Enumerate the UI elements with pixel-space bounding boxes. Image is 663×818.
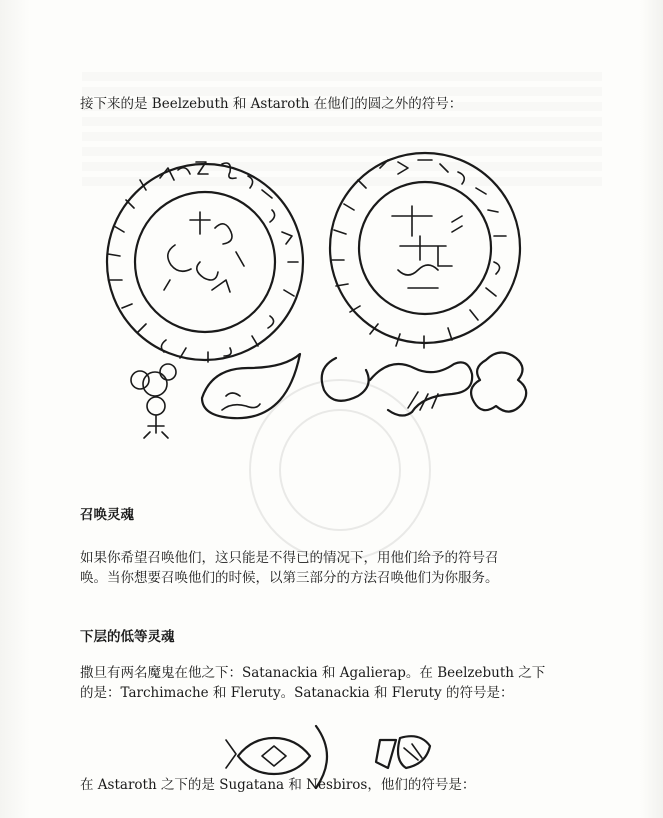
beelzebuth-seal: [107, 162, 303, 362]
astaroth-seal: [330, 153, 520, 348]
section-lower-title: 下层的低等灵魂: [80, 629, 175, 645]
figure-sigils: [131, 352, 526, 438]
section-lower-line-2: 的是：Tarchimache 和 Fleruty。Satanackia 和 Fleruty 的符号是：: [80, 685, 514, 701]
section-summon-line-1: 如果你希望召唤他们，这只能是不得已的情况下，用他们给予的符号召: [80, 550, 499, 566]
section-summon-title: 召唤灵魂: [80, 507, 134, 523]
section-summon-line-2: 唤。当你想要召唤他们的时候，以第三部分的方法召唤他们为你服务。: [80, 570, 499, 586]
intro-line: 接下来的是 Beelzebuth 和 Astaroth 在他们的圆之外的符号：: [80, 96, 463, 112]
final-line: 在 Astaroth 之下的是 Sugatana 和 Nesbiros，他们的符号是：: [80, 777, 476, 793]
section-lower-line-1: 撒旦有两名魔鬼在他之下：Satanackia 和 Agalierap。在 Beelzebuth 之下: [80, 665, 546, 681]
